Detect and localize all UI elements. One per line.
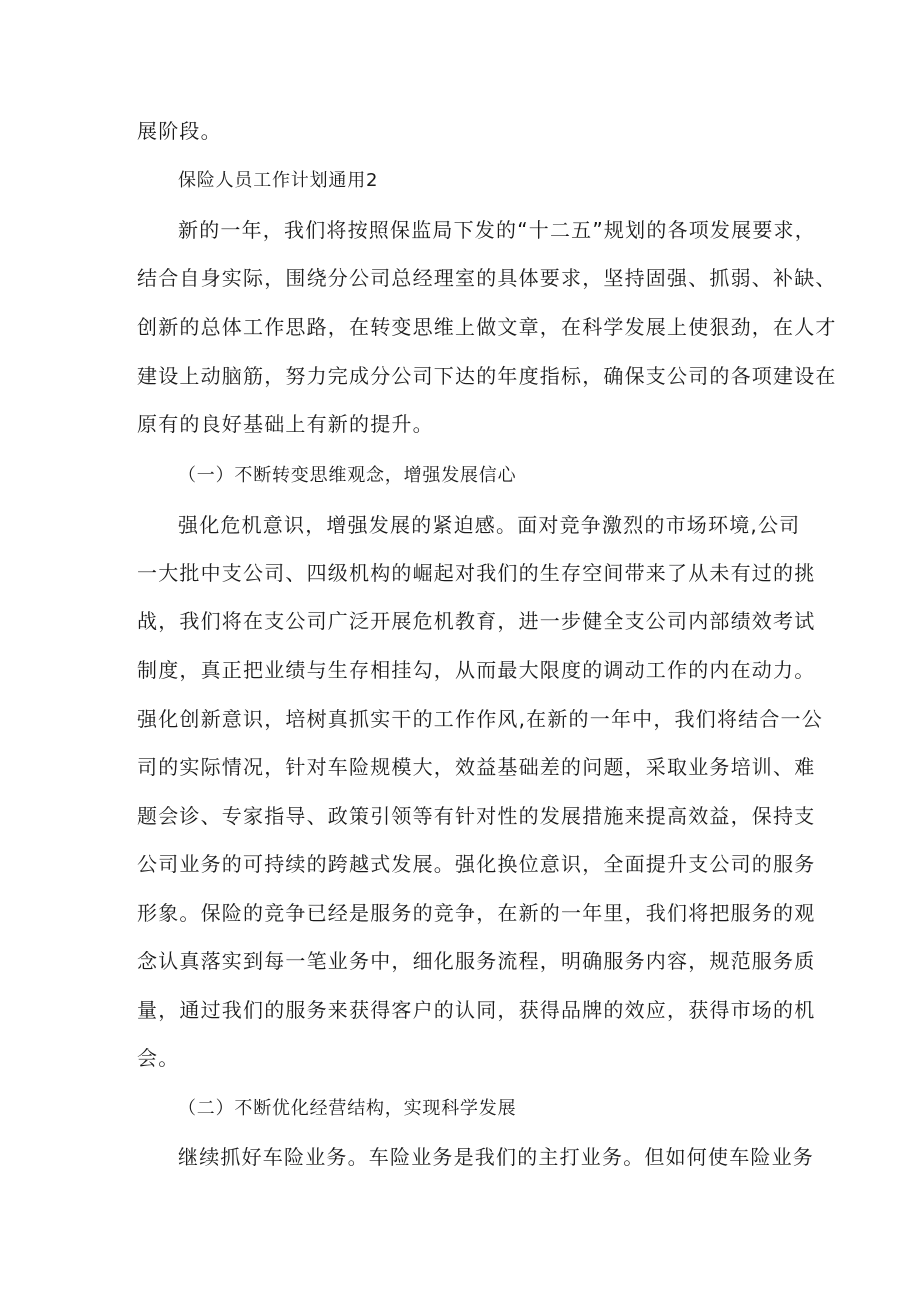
text-line-12: 制度，真正把业绩与生存相挂勾，从而最大限度的调动工作的内在动力。 [137, 658, 816, 682]
text-line-5: 创新的总体工作思路，在转变思维上做文章，在科学发展上使狠劲，在人才 [137, 315, 837, 339]
text-line-22: 继续抓好车险业务。车险业务是我们的主打业务。但如何使车险业务 [178, 1145, 814, 1169]
text-line-7: 原有的良好基础上有新的提升。 [137, 412, 434, 436]
section-title: 保险人员工作计划通用2 [178, 170, 379, 191]
text-line-9: 强化危机意识，增强发展的紧迫感。面对竞争激烈的市场环境,公司 [178, 513, 801, 537]
text-line-10: 一大批中支公司、四级机构的崛起对我们的生存空间带来了从未有过的挑 [137, 561, 816, 585]
text-line-11: 战，我们将在支公司广泛开展危机教育，进一步健全支公司内部绩效考试 [137, 609, 816, 633]
subsection-heading-2: （二）不断优化经营结构，实现科学发展 [178, 1098, 517, 1119]
text-line-19: 量，通过我们的服务来获得客户的认同，获得品牌的效应，获得市场的机 [137, 998, 816, 1022]
text-line-6: 建设上动脑筋，努力完成分公司下达的年度指标，确保支公司的各项建设在 [137, 364, 837, 388]
text-line-1: 展阶段。 [137, 119, 222, 143]
text-line-20: 会。 [137, 1046, 180, 1070]
text-line-3: 新的一年，我们将按照保监局下发的“十二五”规划的各项发展要求， [178, 218, 816, 242]
text-line-4: 结合自身实际，围绕分公司总经理室的具体要求，坚持固强、抓弱、补缺、 [137, 266, 837, 290]
text-line-15: 题会诊、专家指导、政策引领等有针对性的发展措施来提高效益，保持支 [137, 804, 816, 828]
subsection-heading-1: （一）不断转变思维观念，增强发展信心 [178, 465, 517, 486]
text-line-13: 强化创新意识，培树真抓实干的工作作风,在新的一年中，我们将结合一公 [137, 707, 823, 731]
text-line-18: 念认真落实到每一笔业务中，细化服务流程，明确服务内容，规范服务质 [137, 949, 816, 973]
text-line-16: 公司业务的可持续的跨越式发展。强化换位意识，全面提升支公司的服务 [137, 852, 816, 876]
text-line-14: 司的实际情况，针对车险规模大，效益基础差的问题，采取业务培训、难 [137, 755, 816, 779]
text-line-17: 形象。保险的竞争已经是服务的竞争，在新的一年里，我们将把服务的观 [137, 901, 816, 925]
